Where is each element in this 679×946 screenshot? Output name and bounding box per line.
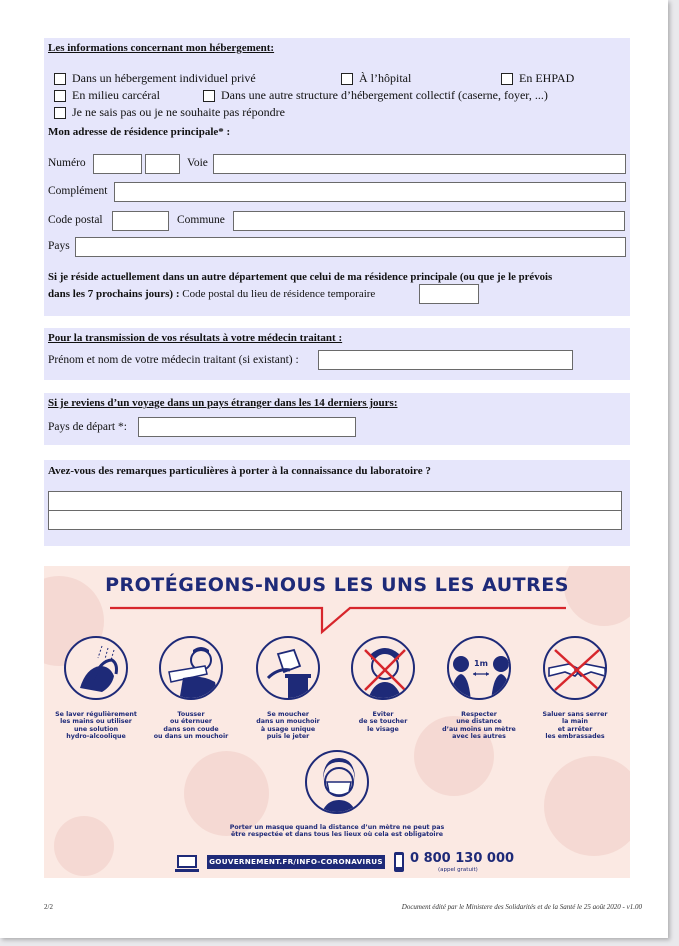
pays-depart-label: Pays de départ *: bbox=[48, 421, 127, 433]
numero-suffix-input[interactable] bbox=[145, 154, 180, 174]
gesture-caption-distance: Respecter une distance d’au moins un mètre avec les autres bbox=[442, 711, 516, 741]
commune-input[interactable] bbox=[233, 211, 625, 231]
poster-title: PROTÉGEONS-NOUS LES UNS LES AUTRES bbox=[105, 574, 569, 596]
label-ne-sait-pas: Je ne sais pas ou je ne souhaite pas répondre bbox=[72, 105, 285, 119]
label-hopital: À l’hôpital bbox=[359, 71, 412, 85]
residence-temporaire-bold: dans les 7 prochains jours) : bbox=[48, 288, 180, 300]
checkbox-individuel[interactable] bbox=[54, 73, 66, 85]
gesture-caption-wash: Se laver régulièrement les mains ou utiliser une solution hydro-alcoolique bbox=[55, 711, 137, 741]
no-face-touch-icon bbox=[351, 636, 415, 700]
website-banner: GOUVERNEMENT.FR/INFO-CORONAVIRUS bbox=[207, 855, 385, 869]
voie-label: Voie bbox=[187, 157, 208, 169]
complement-label: Complément bbox=[48, 185, 108, 197]
adresse-title: Mon adresse de résidence principale* : bbox=[48, 126, 231, 138]
checkbox-carceral[interactable] bbox=[54, 90, 66, 102]
gesture-caption-tissue: Se moucher dans un mouchoir à usage unique puis le jeter bbox=[256, 711, 320, 741]
remarques-input-line2[interactable] bbox=[48, 510, 622, 530]
medecin-input[interactable] bbox=[318, 350, 573, 370]
computer-icon bbox=[175, 854, 199, 874]
complement-input[interactable] bbox=[114, 182, 626, 202]
numero-label: Numéro bbox=[48, 157, 86, 169]
commune-label: Commune bbox=[177, 214, 225, 226]
pays-depart-input[interactable] bbox=[138, 417, 356, 437]
numero-input[interactable] bbox=[93, 154, 142, 174]
label-collectif: Dans une autre structure d’hébergement collectif (caserne, foyer, ...) bbox=[221, 88, 548, 102]
phone-number: 0 800 130 000 bbox=[410, 851, 515, 866]
checkbox-ehpad[interactable] bbox=[501, 73, 513, 85]
checkbox-ne-sait-pas[interactable] bbox=[54, 107, 66, 119]
phone-icon bbox=[393, 851, 405, 873]
cp-temporaire-input[interactable] bbox=[419, 284, 479, 304]
residence-temporaire-line2 bbox=[48, 288, 375, 300]
virus-decoration bbox=[544, 756, 630, 856]
distance-label: 1m bbox=[474, 659, 488, 668]
hebergement-section bbox=[44, 38, 630, 316]
label-individuel: Dans un hébergement individuel privé bbox=[72, 71, 256, 85]
gesture-caption-handshake: Saluer sans serrer la main et arrêter les embrassades bbox=[542, 711, 608, 741]
remarques-input-line1[interactable] bbox=[48, 491, 622, 511]
gesture-caption-face: Eviter de se toucher le visage bbox=[358, 711, 408, 733]
checkbox-collectif[interactable] bbox=[203, 90, 215, 102]
gesture-caption-cough: Tousser ou éternuer dans son coude ou dans un mouchoir bbox=[153, 711, 229, 741]
voyage-title: Si je reviens d’un voyage dans un pays étranger dans les 14 derniers jours: bbox=[48, 397, 398, 409]
page-number: 2/2 bbox=[44, 903, 53, 911]
residence-temporaire-line1: Si je réside actuellement dans un autre département que celui de ma résidence principale (ou que je le prévois bbox=[48, 271, 553, 283]
edition-note: Document édité par le Ministere des Solidarités et de la Santé le 25 août 2020 - v1.00 bbox=[401, 903, 642, 911]
residence-temporaire-normal: Code postal du lieu de résidence temporaire bbox=[179, 288, 376, 300]
mask-icon bbox=[305, 750, 369, 814]
medecin-title: Pour la transmission de vos résultats à votre médecin traitant : bbox=[48, 332, 343, 344]
cough-elbow-icon bbox=[159, 636, 223, 700]
hebergement-title: Les informations concernant mon hébergement: bbox=[48, 42, 275, 54]
distance-icon bbox=[447, 636, 511, 700]
voyage-section bbox=[44, 393, 630, 445]
medecin-section bbox=[44, 328, 630, 380]
speech-line bbox=[44, 566, 630, 646]
remarques-section bbox=[44, 460, 630, 546]
voie-input[interactable] bbox=[213, 154, 626, 174]
virus-decoration bbox=[54, 816, 114, 876]
label-ehpad: En EHPAD bbox=[519, 71, 575, 85]
checkbox-hopital[interactable] bbox=[341, 73, 353, 85]
phone-note: (appel gratuit) bbox=[438, 867, 478, 873]
hand-washing-icon bbox=[64, 636, 128, 700]
code-postal-label: Code postal bbox=[48, 214, 103, 226]
pays-input[interactable] bbox=[75, 237, 626, 257]
tissue-icon bbox=[256, 636, 320, 700]
medecin-label: Prénom et nom de votre médecin traitant (si existant) : bbox=[48, 354, 299, 366]
mask-caption: Porter un masque quand la distance d’un mètre ne peut pas être respectée et dans tous les lieux où cela est obligatoire bbox=[229, 824, 445, 839]
remarques-title: Avez-vous des remarques particulières à porter à la connaissance du laboratoire ? bbox=[48, 465, 431, 477]
code-postal-input[interactable] bbox=[112, 211, 169, 231]
protection-poster bbox=[44, 566, 630, 878]
no-handshake-icon bbox=[543, 636, 607, 700]
pays-label: Pays bbox=[48, 240, 70, 252]
label-carceral: En milieu carcéral bbox=[72, 88, 160, 102]
